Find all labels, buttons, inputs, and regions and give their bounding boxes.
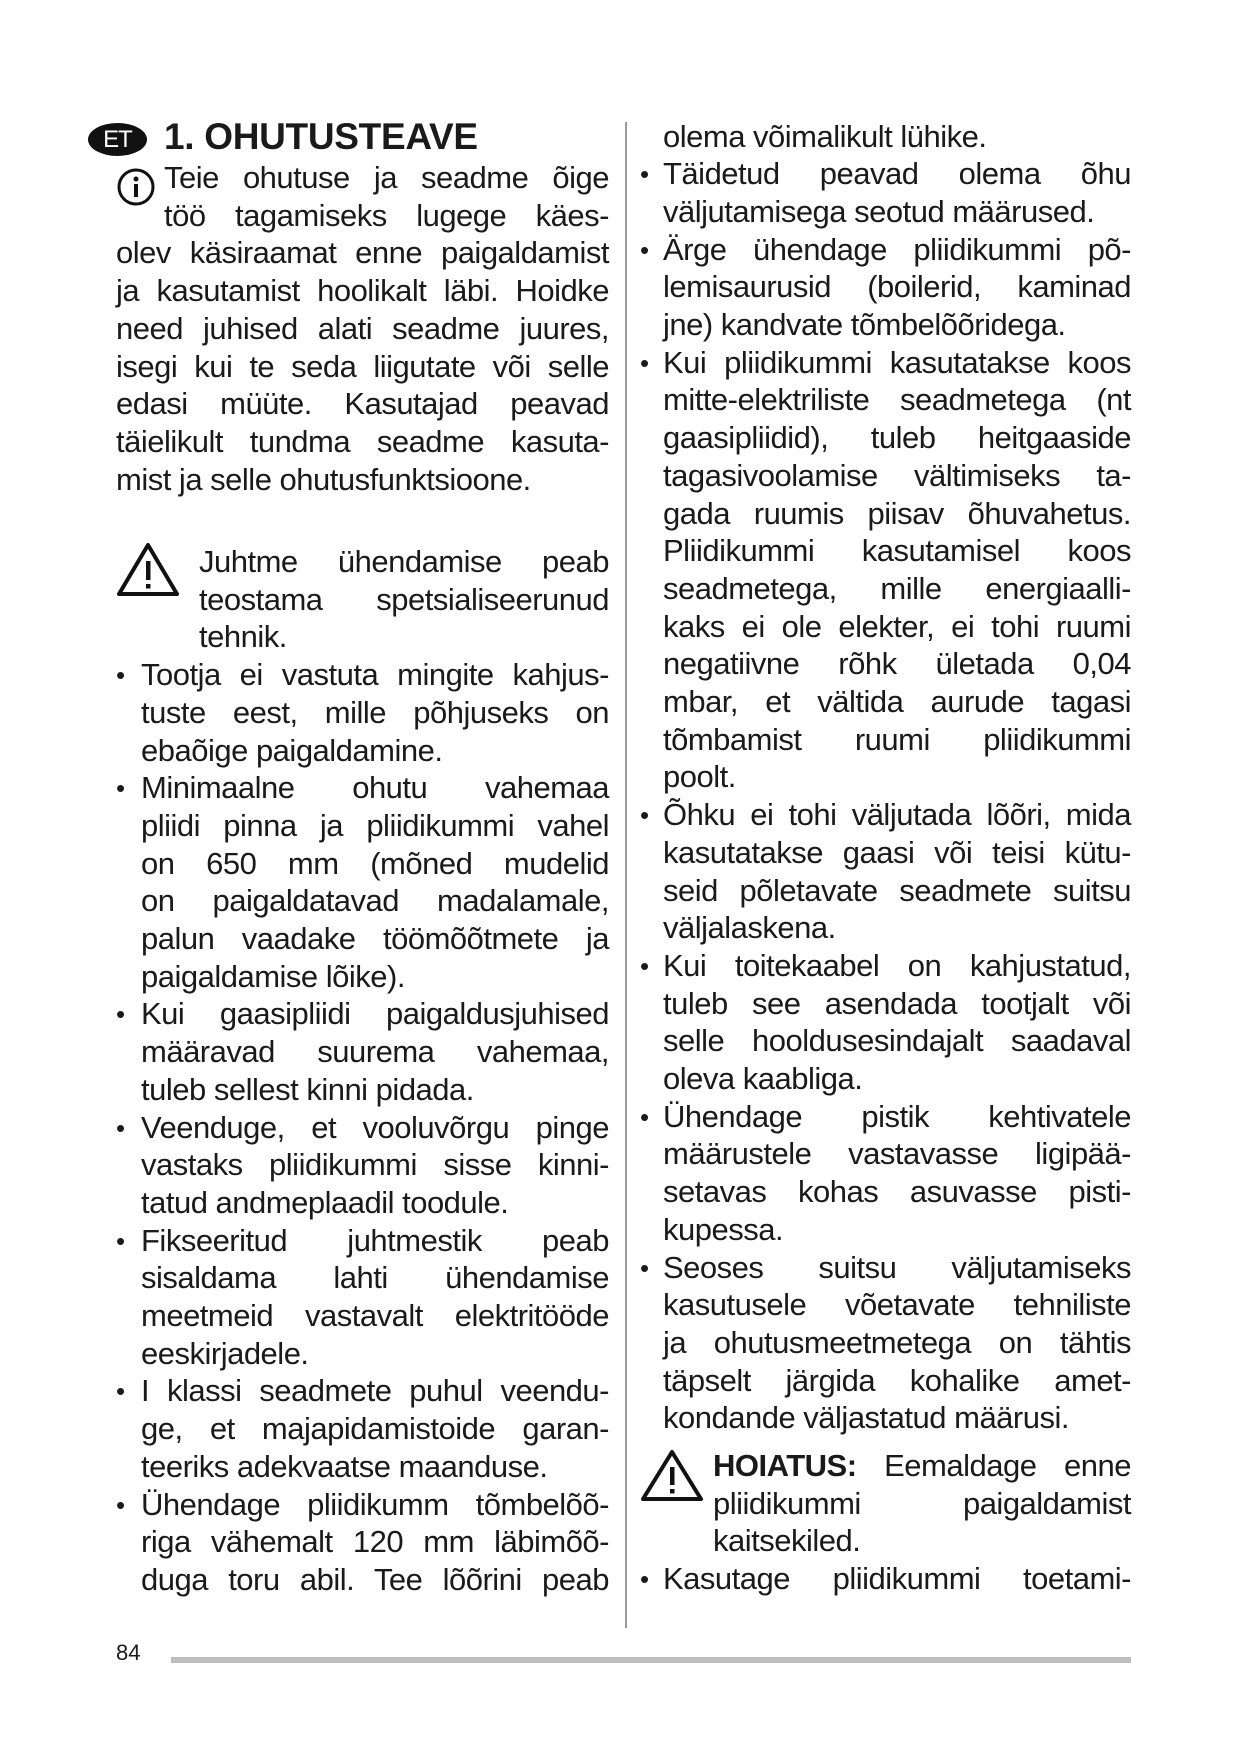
list-item-line: Täidetud peavad olema õhu <box>663 156 1131 192</box>
intro-line: mist ja selle ohutusfunktsioone. <box>116 461 531 497</box>
bullet-icon: • <box>116 660 126 691</box>
list-item-line: teeriks adekvaatse maanduse. <box>141 1448 548 1484</box>
list-item-line: tuleb sellest kinni pidada. <box>141 1071 474 1107</box>
bullet-icon: • <box>116 1112 126 1143</box>
list-item-line: kupessa. <box>663 1211 784 1247</box>
list-item-line: ebaõige paigaldamine. <box>141 732 443 768</box>
list-item-line: tõmbamist ruumi pliidikummi <box>663 721 1131 757</box>
intro-line: täielikult tundma seadme kasuta- <box>116 423 609 459</box>
list-item-line: kondande väljastatud määrusi. <box>663 1400 1069 1436</box>
intro-line: Teie ohutuse ja seadme õige <box>164 160 609 195</box>
warning-label: HOIATUS: <box>713 1448 857 1483</box>
list-item-line: olema võimalikult lühike. <box>663 118 987 154</box>
list-item-line: tuste eest, mille põhjuseks on <box>141 694 609 730</box>
list-item-line: paigaldamise lõike). <box>141 958 405 994</box>
intro-line: isegi kui te seda liigutate või selle <box>116 348 609 384</box>
list-item-line: Kui pliidikummi kasutatakse koos <box>663 344 1131 380</box>
list-item-line: tatud andmeplaadil toodule. <box>141 1184 509 1220</box>
list-item-line: poolt. <box>663 759 736 795</box>
list-item-line: Seoses suitsu väljutamiseks <box>663 1249 1131 1285</box>
list-item-line: Minimaalne ohutu vahemaa <box>141 770 609 806</box>
bullet-icon: • <box>116 773 126 804</box>
warning-icon <box>116 541 180 597</box>
bullet-icon: • <box>116 999 126 1030</box>
list-item-line: riga vähemalt 120 mm läbimõõ- <box>141 1524 609 1560</box>
list-item-line: sisaldama lahti ühendamise <box>141 1260 609 1296</box>
list-item-line: I klassi seadmete puhul veendu- <box>141 1373 609 1409</box>
warning-text: Eemaldage enne <box>884 1448 1131 1483</box>
warning-line <box>713 1447 1131 1485</box>
list-item-line: tuleb see asendada tootjalt või <box>663 985 1131 1021</box>
bullet-icon: • <box>116 1225 126 1256</box>
intro-line: olev käsiraamat enne paigaldamist <box>116 235 609 271</box>
warning-icon <box>640 1448 704 1502</box>
info-icon <box>116 167 156 207</box>
list-item-line: Kui gaasipliidi paigaldusjuhised <box>141 996 609 1032</box>
section-title: 1. OHUTUSTEAVE <box>164 116 478 157</box>
list-item-line: on paigaldatavad madalamale, <box>141 883 609 919</box>
bullet-icon: • <box>640 800 650 831</box>
list-item-line: negatiivne rõhk ületada 0,04 <box>663 646 1131 682</box>
warning-line: kaitsekiled. <box>713 1523 861 1559</box>
language-badge: ET <box>88 123 147 156</box>
list-item-line: tagasivoolamise vältimiseks ta- <box>663 457 1131 493</box>
list-item-line: Pliidikummi kasutamisel koos <box>663 533 1131 569</box>
warning-line: pliidikummi paigaldamist <box>713 1485 1131 1521</box>
intro-line: ja kasutamist hoolikalt läbi. Hoidke <box>116 273 609 309</box>
warning-line: teostama spetsialiseerunud <box>199 581 609 617</box>
list-item-line: määrustele vastavasse ligipää- <box>663 1136 1131 1172</box>
list-item-line: pliidi pinna ja pliidikummi vahel <box>141 807 609 843</box>
list-item-line: Ühendage pliidikumm tõmbelõõ- <box>141 1486 609 1522</box>
list-item-line: väljutamisega seotud määrused. <box>663 193 1095 229</box>
footer-rule <box>171 1657 1131 1663</box>
list-item-line: jne) kandvate tõmbelõõridega. <box>663 307 1066 342</box>
list-item-line: seadmetega, mille energiaalli- <box>663 570 1131 606</box>
list-item-line: Ärge ühendage pliidikummi põ- <box>663 231 1131 267</box>
bullet-icon: • <box>640 347 650 378</box>
intro-line: need juhised alati seadme juures, <box>116 310 609 346</box>
list-item-line: kasutusele võetavate tehniliste <box>663 1287 1131 1323</box>
list-item-line: Kasutage pliidikummi toetami- <box>663 1561 1131 1597</box>
warning-line: tehnik. <box>199 619 287 655</box>
list-item-line: eeskirjadele. <box>141 1335 309 1371</box>
list-item-line: ja ohutusmeetmetega on tähtis <box>663 1324 1131 1360</box>
list-item-line: mitte-elektriliste seadmetega (nt <box>663 382 1131 418</box>
bullet-icon: • <box>640 1252 650 1283</box>
list-item-line: on 650 mm (mõned mudelid <box>141 845 609 881</box>
bullet-icon: • <box>640 1564 650 1595</box>
bullet-icon: • <box>640 1101 650 1132</box>
list-item-line: Kui toitekaabel on kahjustatud, <box>663 947 1131 983</box>
list-item-line: gaasipliidid), tuleb heitgaaside <box>663 420 1131 456</box>
warning-line: Juhtme ühendamise peab <box>199 544 609 579</box>
intro-line: edasi müüte. Kasutajad peavad <box>116 386 609 422</box>
list-item-line: täpselt järgida kohalike amet- <box>663 1362 1131 1398</box>
list-item-line: vastaks pliidikummi sisse kinni- <box>141 1147 609 1183</box>
list-item-line: duga toru abil. Tee lõõrini peab <box>141 1561 609 1597</box>
bullet-icon: • <box>116 1376 126 1407</box>
intro-line: töö tagamiseks lugege käes- <box>164 197 609 233</box>
list-item-line: kasutatakse gaasi või teisi kütu- <box>663 834 1131 870</box>
list-item-line: oleva kaabliga. <box>663 1061 863 1096</box>
page-number: 84 <box>116 1640 141 1665</box>
list-item-line: palun vaadake töömõõtmete ja <box>141 921 609 956</box>
list-item-line: määravad suurema vahemaa, <box>141 1034 609 1070</box>
bullet-icon: • <box>640 950 650 981</box>
list-item-line: selle hooldusesindajalt saadaval <box>663 1023 1131 1059</box>
bullet-icon: • <box>640 159 650 190</box>
column-divider <box>625 122 627 1628</box>
list-item-line: väljalaskena. <box>663 910 836 946</box>
bullet-icon: • <box>640 234 650 265</box>
list-item-line: kaks ei ole elekter, ei tohi ruumi <box>663 608 1131 644</box>
list-item-line: seid põletavate seadmete suitsu <box>663 872 1131 908</box>
list-item-line: Õhku ei tohi väljutada lõõri, mida <box>663 797 1131 833</box>
list-item-line: lemisaurusid (boilerid, kaminad <box>663 269 1131 305</box>
list-item-line: gada ruumis piisav õhuvahetus. <box>663 495 1131 531</box>
list-item-line: meetmeid vastavalt elektritööde <box>141 1298 609 1333</box>
list-item-line: Fikseeritud juhtmestik peab <box>141 1222 609 1258</box>
list-item-line: ge, et majapidamistoide garan- <box>141 1411 609 1447</box>
list-item-line: Veenduge, et vooluvõrgu pinge <box>141 1109 609 1145</box>
bullet-icon: • <box>116 1489 126 1520</box>
list-item-line: Ühendage pistik kehtivatele <box>663 1098 1131 1134</box>
list-item-line: setavas kohas asuvasse pisti- <box>663 1174 1131 1210</box>
list-item-line: Tootja ei vastuta mingite kahjus- <box>141 657 609 693</box>
list-item-line: mbar, et vältida aurude tagasi <box>663 684 1131 719</box>
